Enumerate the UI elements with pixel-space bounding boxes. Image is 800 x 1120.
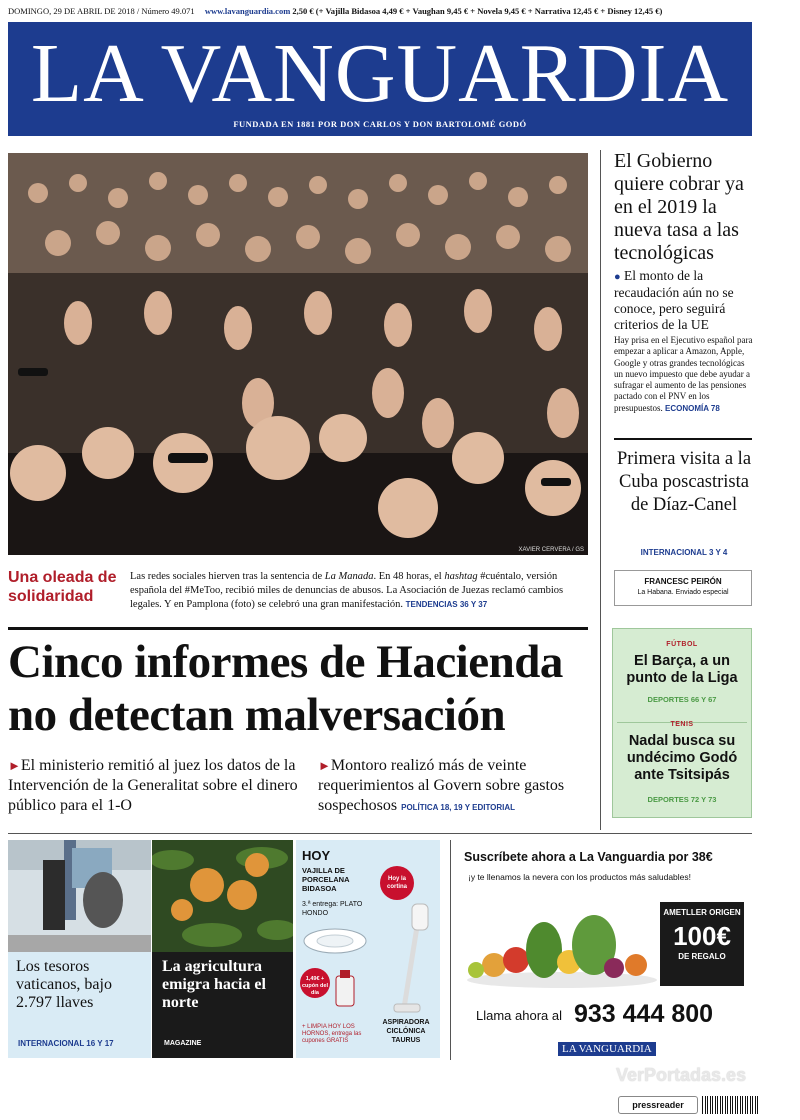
price-line: 2,50 € (+ Vajilla Bidasoa 4,49 € + Vaughan 9,45 € + Novela 9,45 € + Narrativa 12,45 € + Disney 12,45 €) xyxy=(292,6,663,16)
sports-headline[interactable]: El Barça, a un punto de la Liga xyxy=(626,653,738,686)
bullet-icon: ● xyxy=(614,271,621,283)
author-name: FRANCESC PEIRÓN xyxy=(644,577,722,586)
fruit-photo xyxy=(152,840,293,952)
teaser-headline[interactable]: La agricultura emigra hacia el norte xyxy=(162,958,266,1011)
bullet-text: El monto de la recaudación aún no se conoce, pero seguirá criterios de la UE xyxy=(614,268,734,332)
main-subhead-right xyxy=(318,756,593,818)
pressreader-logo[interactable]: pressreader xyxy=(618,1096,698,1114)
sports-box xyxy=(612,628,752,818)
promo-badge xyxy=(380,866,414,900)
website-link[interactable]: www.lavanguardia.com xyxy=(204,6,291,16)
subscription-ad[interactable] xyxy=(460,840,752,1066)
phone-number[interactable]: 933 444 800 xyxy=(574,1000,714,1028)
ad-headline: Suscríbete ahora a La Vanguardia por 38€ xyxy=(464,850,713,864)
section-tag[interactable]: DEPORTES 72 Y 73 xyxy=(647,795,717,804)
vatican-teaser[interactable] xyxy=(8,840,151,1058)
agriculture-teaser[interactable] xyxy=(152,840,293,1058)
crowd-photo-illustration xyxy=(8,153,588,555)
author-location: La Habana. Enviado especial xyxy=(637,589,729,596)
subhead-text: El ministerio remitió al juez los datos de la Intervención de la Generalitat sobre el dinero público para el 1-O xyxy=(8,757,298,814)
divider xyxy=(600,150,601,830)
badge-text: Hoy la cortina xyxy=(386,876,407,890)
vacuum-label: ASPIRADORA CICLÓNICA TAURUS xyxy=(382,1019,430,1044)
section-tag[interactable]: POLÍTICA 18, 19 Y EDITORIAL xyxy=(401,803,516,812)
photo-credit: XAVIER CERVERA / GS xyxy=(518,547,584,553)
side-story-headline[interactable]: El Gobierno quiere cobrar ya en el 2019 la nueva tasa a las tecnológicas xyxy=(614,150,744,264)
divider xyxy=(8,833,752,834)
subhead-text: Montoro realizó más de veinte requerimientos al Govern sobre gastos sospechosos xyxy=(318,757,565,814)
lead-photo[interactable] xyxy=(8,153,588,555)
produce-illustration xyxy=(464,910,660,990)
author-box xyxy=(614,570,752,606)
barcode xyxy=(702,1096,760,1114)
masthead xyxy=(8,22,752,136)
side-story-body xyxy=(614,335,754,414)
divider xyxy=(614,438,752,440)
section-tag[interactable]: MAGAZINE xyxy=(164,1040,202,1047)
watermark: VerPortadas.es xyxy=(616,1065,747,1085)
section-tag[interactable]: INTERNACIONAL 16 Y 17 xyxy=(18,1039,114,1048)
caption-part: #cuéntalo, versión española del #MeToo, recibió miles de denuncias de abusos. La Asociación de Juezas reclamó cambios legales. Y en Pamplona (foto) se celebró una gran manifestación. xyxy=(130,571,564,610)
ad-brand-logo: LA VANGUARDIA xyxy=(558,1042,656,1056)
badge-text: 1,49€ + cupón del día xyxy=(302,976,328,996)
divider xyxy=(450,840,451,1060)
caption-emphasis: La Manada xyxy=(324,571,374,582)
promo-delivery: 3.ª entrega: PLATO HONDO xyxy=(302,901,363,917)
body-text: Hay prisa en el Ejecutivo español para empezar a aplicar a Amazon, Apple, Google y otras grandes tecnológicas un nuevo impuesto que debe ayudar a sufragar el aumento de las pensiones pactado con el PNV en los presupuestos. xyxy=(614,335,753,413)
divider xyxy=(8,627,588,630)
sports-category: TENIS xyxy=(670,721,694,728)
caption-part: . En 48 horas, el xyxy=(373,571,445,582)
cleaner-icon xyxy=(332,970,358,1010)
vatican-photo xyxy=(8,840,151,952)
section-tag[interactable]: ECONOMÍA 78 xyxy=(665,403,720,413)
photo-caption-text xyxy=(130,570,590,612)
top-info-line xyxy=(8,6,752,20)
call-label: Llama ahora al xyxy=(476,1008,562,1023)
gift-brand: AMETLLER ORIGEN xyxy=(663,908,741,917)
arrow-icon: ► xyxy=(8,758,21,773)
gift-amount: 100€ xyxy=(673,921,731,951)
side-story-bullet xyxy=(614,268,759,333)
main-headline[interactable]: Cinco informes de Hacienda no detectan malversación xyxy=(8,636,563,741)
date-issue: DOMINGO, 29 DE ABRIL DE 2018 / Número 49.071 xyxy=(8,6,195,16)
caption-emphasis: hashtag xyxy=(444,571,478,582)
caption-part: Las redes sociales hierven tras la sentencia de xyxy=(130,571,325,582)
photo-caption-headline[interactable]: Una oleada de solidaridad xyxy=(8,569,117,605)
gift-label: DE REGALO xyxy=(678,952,726,961)
sports-category: FÚTBOL xyxy=(666,641,698,648)
promo-teaser[interactable] xyxy=(296,840,440,1058)
vacuum-icon xyxy=(392,900,432,1015)
section-tag[interactable]: DEPORTES 66 Y 67 xyxy=(647,695,717,704)
promo-offer: + LIMPIA HOY LOS HORNOS, entrega las cupones GRATIS xyxy=(302,1024,362,1044)
plate-icon xyxy=(302,926,368,956)
newspaper-logo: LA VANGUARDIA xyxy=(30,27,730,120)
arrow-icon: ► xyxy=(318,758,331,773)
teaser-headline[interactable]: Los tesoros vaticanos, bajo 2.797 llaves xyxy=(16,958,112,1011)
cuba-story-headline[interactable]: Primera visita a la Cuba poscastrista de Díaz-Canel xyxy=(616,449,752,515)
price-badge xyxy=(300,968,330,998)
gift-box xyxy=(660,902,744,986)
promo-product: VAJILLA DE PORCELANA BIDASOA xyxy=(302,866,350,893)
section-tag[interactable]: TENDENCIAS 36 Y 37 xyxy=(405,600,488,609)
promo-today: HOY xyxy=(302,848,331,863)
ad-subline: ¡y te llenamos la nevera con los productos más saludables! xyxy=(468,872,692,882)
founded-line: FUNDADA EN 1881 POR DON CARLOS Y DON BARTOLOMÉ GODÓ xyxy=(233,119,527,129)
main-subhead-left xyxy=(8,756,308,816)
section-tag[interactable]: INTERNACIONAL 3 Y 4 xyxy=(640,548,728,557)
sports-headline[interactable]: Nadal busca su undécimo Godó ante Tsitsipás xyxy=(626,733,738,783)
